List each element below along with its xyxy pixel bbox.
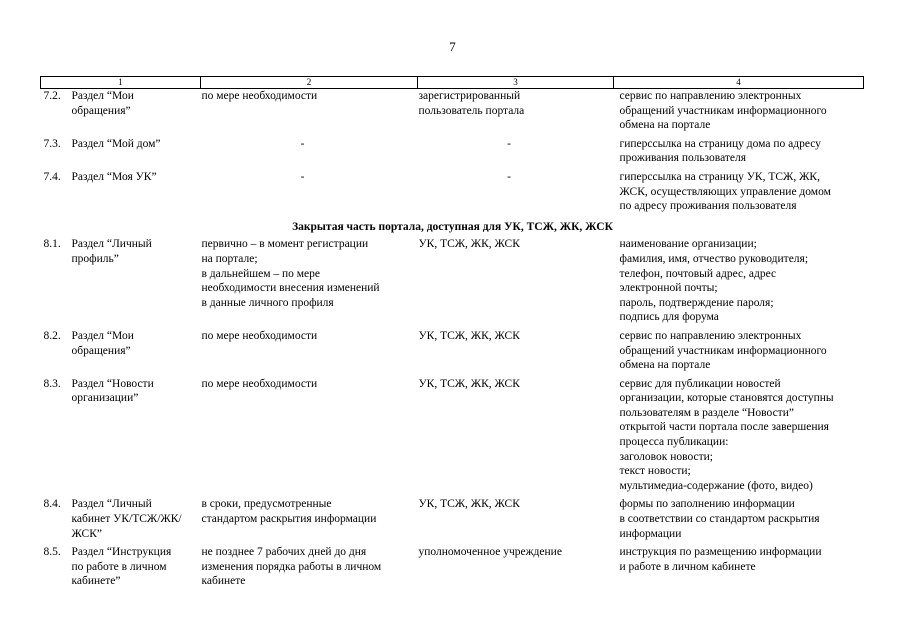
row-when-cell	[201, 170, 418, 218]
cell-line: гиперссылка на страницу дома по адресу	[619, 137, 821, 150]
page-number: 7	[449, 39, 456, 54]
cell-line: по мере необходимости	[201, 377, 318, 390]
cell-line: обращений участникам информационного	[619, 104, 827, 117]
row-when-cell	[201, 497, 418, 545]
row-who-cell	[418, 497, 614, 545]
cell-line: обмена на портале	[619, 119, 711, 132]
cell-line: сервис для публикации новостей	[619, 377, 781, 390]
row-number: 8.5.	[43, 546, 61, 559]
row-who-cell	[418, 377, 614, 498]
cell-line: пользователям в разделе “Новости”	[619, 406, 794, 419]
cell-line: фамилия, имя, отчество руководителя;	[619, 252, 809, 265]
row-section-name	[72, 545, 201, 589]
row-content-cell	[614, 237, 864, 329]
row-section-name	[72, 170, 201, 185]
table-row	[41, 497, 864, 545]
cell-line: -	[300, 137, 305, 150]
row-content-cell	[614, 545, 864, 593]
cell-line: заголовок новости;	[619, 450, 713, 463]
row-section-name	[72, 329, 201, 358]
section-title: Закрытая часть портала, доступная для УК, ТСЖ, ЖК, ЖСК	[292, 220, 613, 233]
cell-line: информации	[619, 527, 682, 540]
header-col-2: 2	[201, 77, 418, 89]
row-when-cell	[201, 237, 418, 329]
cell-line: первично – в момент регистрации	[201, 238, 369, 251]
cell-line: Раздел “Личный	[71, 498, 152, 511]
row-who-cell	[418, 89, 614, 137]
cell-line: УК, ТСЖ, ЖК, ЖСК	[418, 377, 520, 390]
cell-line: Раздел “Мои	[71, 329, 134, 342]
table-row	[41, 137, 864, 170]
row-number: 8.3.	[43, 377, 61, 390]
row-title-cell	[41, 545, 201, 593]
table-row	[41, 329, 864, 377]
cell-line: в соответствии со стандартом раскрытия	[619, 513, 820, 526]
cell-line: процесса публикации:	[619, 436, 729, 449]
cell-line: мультимедиа-содержание (фото, видео)	[619, 479, 813, 492]
cell-line: изменения порядка работы в личном	[201, 560, 382, 573]
cell-line: Раздел “Мой дом”	[71, 137, 161, 150]
cell-line: УК, ТСЖ, ЖК, ЖСК	[418, 329, 520, 342]
cell-line: кабинет УК/ТСЖ/ЖК/	[71, 513, 182, 526]
row-number: 8.4.	[43, 498, 61, 511]
row-who-cell	[418, 237, 614, 329]
cell-line: обращения”	[71, 344, 131, 357]
cell-line: ЖСК, осуществляющих управление домом	[619, 185, 831, 198]
cell-line: уполномоченное учреждение	[418, 546, 562, 559]
row-number: 8.1.	[43, 238, 61, 251]
cell-line: необходимости внесения изменений	[201, 282, 380, 295]
cell-line: по мере необходимости	[201, 90, 318, 102]
row-who-cell	[418, 329, 614, 377]
table-row	[41, 237, 864, 329]
cell-line: обращений участникам информационного	[619, 344, 827, 357]
row-title-cell	[41, 170, 201, 218]
cell-line: и работе в личном кабинете	[619, 560, 756, 573]
row-section-name	[72, 137, 201, 152]
cell-line: инструкция по размещению информации	[619, 546, 822, 559]
row-content-cell	[614, 377, 864, 498]
row-when-cell	[201, 329, 418, 377]
cell-line: Раздел “Мои	[71, 90, 134, 102]
cell-line: обращения”	[71, 104, 131, 117]
row-when-cell	[201, 377, 418, 498]
row-number: 7.2.	[43, 90, 61, 102]
requirements-table	[40, 76, 864, 593]
cell-line: телефон, почтовый адрес, адрес	[619, 267, 777, 280]
table-row	[41, 377, 864, 498]
cell-line: в данные личного профиля	[201, 296, 334, 309]
table-body-public	[41, 89, 864, 218]
cell-line: -	[507, 137, 511, 150]
cell-line: по адресу проживания пользователя	[619, 200, 797, 213]
cell-line: формы по заполнению информации	[619, 498, 795, 511]
cell-line: подпись для форума	[619, 311, 719, 324]
row-title-cell	[41, 237, 201, 329]
cell-line: по работе в личном	[71, 560, 167, 573]
cell-line: по мере необходимости	[201, 329, 318, 342]
row-when-cell	[201, 89, 418, 137]
table-header	[41, 77, 864, 89]
cell-line: проживания пользователя	[619, 152, 747, 165]
cell-line: кабинете	[201, 575, 246, 588]
header-col-4: 4	[614, 77, 864, 89]
cell-line: наименование организации;	[619, 238, 757, 251]
cell-line: сервис по направлению электронных	[619, 90, 802, 102]
row-section-name	[72, 377, 201, 406]
table-row	[41, 545, 864, 593]
cell-line: на портале;	[201, 252, 258, 265]
cell-line: в сроки, предусмотренные	[201, 498, 332, 511]
cell-line: Раздел “Личный	[71, 238, 152, 251]
row-title-cell	[41, 329, 201, 377]
cell-line: пользователь портала	[418, 104, 525, 117]
row-content-cell	[614, 170, 864, 218]
cell-line: пароль, подтверждение пароля;	[619, 296, 774, 309]
cell-line: электронной почты;	[619, 282, 718, 295]
row-section-name	[72, 89, 201, 118]
row-number: 8.2.	[43, 329, 61, 342]
row-number: 7.4.	[43, 170, 61, 183]
cell-line: Раздел “Новости	[71, 377, 154, 390]
table-row	[41, 170, 864, 218]
cell-line: ЖСК”	[71, 527, 102, 540]
cell-line: организации”	[71, 392, 139, 405]
section-header	[41, 218, 864, 238]
cell-line: -	[300, 170, 305, 183]
cell-line: гиперссылка на страницу УК, ТСЖ, ЖК,	[619, 170, 820, 183]
cell-line: стандартом раскрытия информации	[201, 513, 377, 526]
row-who-cell	[418, 170, 614, 218]
cell-line: организации, которые становятся доступны	[619, 392, 834, 405]
row-who-cell	[418, 137, 614, 170]
row-title-cell	[41, 377, 201, 498]
cell-line: не позднее 7 рабочих дней до дня	[201, 546, 367, 559]
row-content-cell	[614, 329, 864, 377]
row-content-cell	[614, 89, 864, 137]
cell-line: профиль”	[71, 252, 119, 265]
row-when-cell	[201, 545, 418, 593]
row-content-cell	[614, 497, 864, 545]
cell-line: Раздел “Моя УК”	[71, 170, 157, 183]
row-title-cell	[41, 497, 201, 545]
header-col-1: 1	[41, 77, 201, 89]
row-content-cell	[614, 137, 864, 170]
row-section-name	[72, 497, 201, 541]
row-number: 7.3.	[43, 137, 61, 150]
cell-line: УК, ТСЖ, ЖК, ЖСК	[418, 498, 520, 511]
row-title-cell	[41, 89, 201, 137]
header-col-3: 3	[418, 77, 614, 89]
table-row	[41, 89, 864, 137]
row-title-cell	[41, 137, 201, 170]
row-who-cell	[418, 545, 614, 593]
table-body-closed	[41, 237, 864, 593]
cell-line: в дальнейшем – по мере	[201, 267, 321, 280]
cell-line: УК, ТСЖ, ЖК, ЖСК	[418, 238, 520, 251]
cell-line: текст новости;	[619, 465, 691, 478]
row-when-cell	[201, 137, 418, 170]
cell-line: сервис по направлению электронных	[619, 329, 802, 342]
cell-line: -	[507, 170, 511, 183]
cell-line: зарегистрированный	[418, 90, 521, 102]
cell-line: кабинете”	[71, 575, 121, 588]
cell-line: обмена на портале	[619, 359, 711, 372]
cell-line: Раздел “Инструкция	[71, 546, 172, 559]
row-section-name	[72, 237, 201, 266]
cell-line: открытой части портала после завершения	[619, 421, 829, 434]
